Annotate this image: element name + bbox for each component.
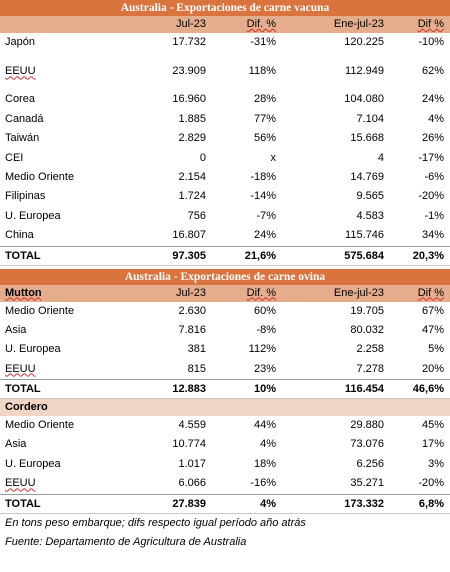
row-ytd-diff: -6% [424,170,444,183]
total-ytd-value: 173.332 [344,497,384,510]
table-row [0,33,450,52]
header-month-diff: Dif. % [246,18,276,30]
total-label: TOTAL [5,497,41,510]
header-ytd-diff: Dif % [417,286,444,299]
row-month-diff: 23% [253,362,276,375]
total-month-value: 97.305 [172,249,206,262]
table-row [0,207,450,226]
row-month-diff: x [270,151,276,164]
row-month-value: 756 [187,209,206,222]
row-ytd-value: 112.949 [345,65,384,78]
row-ytd-diff: 24% [421,93,444,106]
row-ytd-diff: -1% [424,209,444,222]
row-ytd-diff: 45% [421,419,444,432]
row-country: Canadá [5,112,44,125]
header-month: Jul-23 [176,286,206,299]
header-ytd-diff: Dif % [417,18,444,30]
header-month: Jul-23 [176,18,206,30]
row-month-value: 17.732 [172,36,206,48]
row-country: CEI [5,151,24,164]
row-ytd-value: 104.080 [344,93,384,106]
total-ytd-value: 575.684 [344,249,384,262]
row-country: Filipinas [5,190,46,203]
row-month-value: 1.017 [178,457,206,470]
row-country: Medio Oriente [5,304,75,317]
row-month-diff: 60% [253,304,276,317]
row-country: Medio Oriente [5,419,75,432]
lamb-total-row [0,494,450,514]
row-ytd-diff: 62% [421,65,444,78]
table-row [0,149,450,168]
total-label: TOTAL [5,249,41,262]
row-month-diff: 28% [253,93,276,106]
row-country: U. Europea [5,457,61,470]
row-month-diff: 118% [248,65,276,78]
row-country: Japón [5,36,35,48]
row-ytd-diff: 17% [421,438,444,451]
table-row [0,340,450,359]
row-month-value: 2.630 [178,304,206,317]
row-ytd-diff: 34% [421,229,444,242]
row-ytd-value: 35.271 [350,477,384,490]
row-month-value: 2.154 [178,170,206,183]
row-month-diff: 112% [248,343,276,356]
header-country [0,16,118,33]
table-row [0,110,450,129]
table-row [0,360,450,379]
row-ytd-diff: 3% [428,457,444,470]
table-row [0,52,450,90]
row-ytd-value: 2.258 [356,343,384,356]
row-month-value: 16.807 [172,229,206,242]
row-ytd-value: 80.032 [350,323,384,336]
row-ytd-value: 15.668 [350,132,384,145]
beef-header-row [0,16,450,33]
row-ytd-value: 29.880 [350,419,384,432]
table-row [0,416,450,435]
row-country: EEUU [5,65,36,78]
row-ytd-diff: 26% [421,132,444,145]
total-month-value: 27.839 [172,497,206,510]
row-ytd-diff: -20% [418,190,444,203]
sheep-table-title: Australia - Exportaciones de carne ovina [0,269,450,285]
row-country: U. Europea [5,209,61,222]
row-country: U. Europea [5,343,61,356]
table-row [0,321,450,340]
lamb-section-header [0,399,450,416]
row-month-diff: -18% [250,170,276,183]
row-month-diff: -16% [250,477,276,490]
row-ytd-diff: 20% [421,362,444,375]
row-month-diff: -14% [250,190,276,203]
table-row [0,455,450,474]
row-month-diff: 77% [253,112,276,125]
total-label: TOTAL [5,383,41,396]
row-month-value: 381 [187,343,206,356]
row-ytd-diff: 47% [421,323,444,336]
row-month-value: 2.829 [178,132,206,145]
row-country: EEUU [5,362,36,375]
row-month-diff: 24% [253,229,276,242]
row-country: EEUU [5,477,36,490]
total-ytd-diff: 6,8% [418,497,444,510]
row-country: Corea [5,93,35,106]
beef-total-row [0,246,450,266]
row-country: Taiwán [5,132,40,145]
row-month-value: 1.724 [178,190,206,203]
table-row [0,226,450,245]
row-ytd-value: 7.104 [356,112,384,125]
row-month-diff: 44% [253,419,276,432]
row-month-diff: 56% [253,132,276,145]
row-ytd-value: 4 [377,151,384,164]
row-ytd-value: 120.225 [344,36,384,48]
row-month-value: 0 [199,151,206,164]
table-row [0,168,450,187]
row-month-value: 23.909 [172,65,206,78]
row-ytd-value: 7.278 [356,362,384,375]
beef-table-title: Australia - Exportaciones de carne vacuna [0,0,450,16]
row-month-value: 4.559 [178,419,206,432]
header-mutton: Mutton [5,286,42,299]
row-ytd-diff: -17% [418,151,444,164]
table-row [0,187,450,206]
row-country: Medio Oriente [5,170,75,183]
row-ytd-diff: 5% [428,343,444,356]
total-month-diff: 10% [253,383,276,396]
total-month-diff: 21,6% [244,249,276,262]
table-row [0,435,450,454]
row-ytd-value: 115.746 [345,229,384,242]
header-month-diff: Dif. % [246,286,276,299]
row-country: Asia [5,438,27,451]
table-row [0,302,450,321]
row-month-value: 10.774 [172,438,206,451]
header-ytd: Ene-jul-23 [333,286,384,299]
row-month-diff: 4% [260,438,276,451]
header-ytd: Ene-jul-23 [333,18,384,30]
mutton-total-row [0,379,450,399]
total-ytd-value: 116.454 [344,383,384,396]
row-month-value: 7.816 [178,323,206,336]
row-ytd-diff: -20% [418,477,444,490]
table-row [0,474,450,493]
row-month-value: 815 [187,362,206,375]
sheep-header-row [0,285,450,302]
row-month-value: 6.066 [178,477,206,490]
row-ytd-diff: 67% [421,304,444,317]
row-month-diff: -31% [250,36,276,48]
total-month-diff: 4% [260,497,276,510]
row-month-diff: 18% [253,457,276,470]
row-ytd-value: 4.583 [356,209,384,222]
source-footnote: Fuente: Departamento de Agricultura de Australia [5,535,247,548]
row-month-value: 1.885 [178,112,206,125]
row-ytd-diff: -10% [418,36,444,48]
units-footnote: En tons peso embarque; difs respecto igual período año atrás [5,516,306,529]
table-row [0,129,450,148]
total-ytd-diff: 46,6% [412,383,444,396]
table-row [0,90,450,109]
lamb-label: Cordero [5,401,48,414]
row-country: Asia [5,323,27,336]
total-ytd-diff: 20,3% [412,249,444,262]
row-ytd-value: 9.565 [356,190,384,203]
row-ytd-value: 19.705 [350,304,384,317]
row-month-value: 16.960 [172,93,206,106]
row-ytd-value: 14.769 [350,170,384,183]
row-month-diff: -8% [256,323,276,336]
row-ytd-value: 6.256 [356,457,384,470]
total-month-value: 12.883 [172,383,206,396]
row-ytd-value: 73.076 [350,438,384,451]
row-month-diff: -7% [256,209,276,222]
row-ytd-diff: 4% [428,112,444,125]
row-country: China [5,229,34,242]
